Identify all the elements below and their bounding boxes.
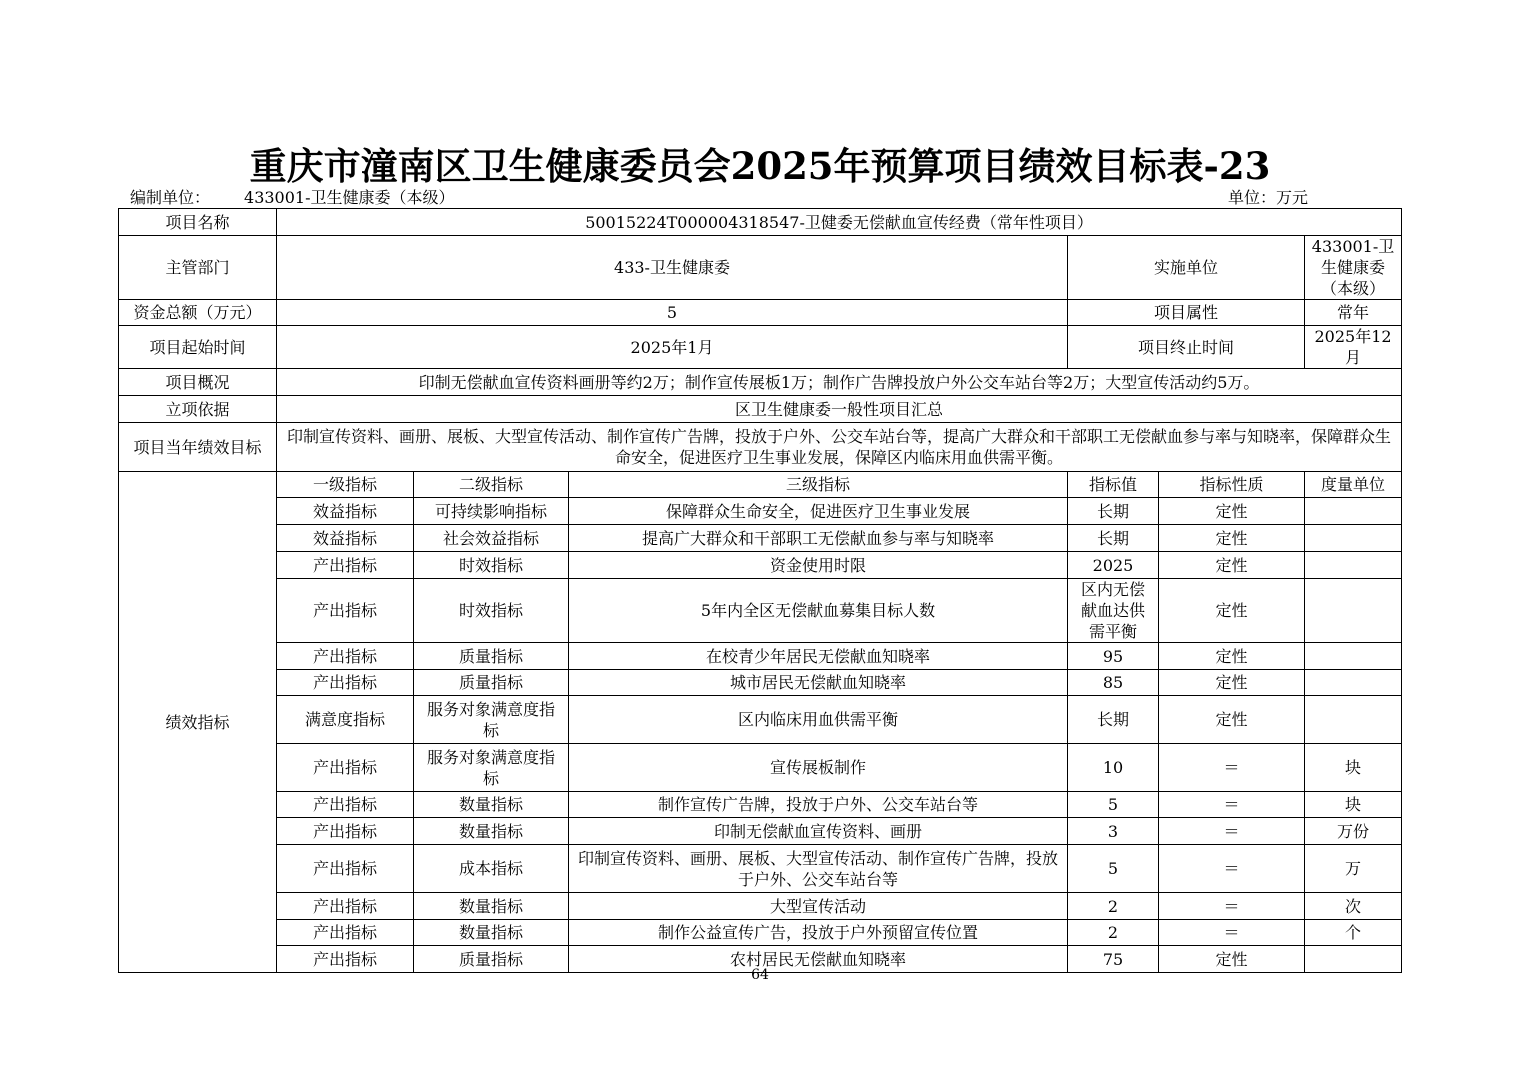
row-goal <box>119 423 1402 472</box>
cell-value: 5 <box>1068 792 1159 818</box>
cell-level2: 服务对象满意度指标 <box>414 696 569 744</box>
table-row <box>119 670 1402 696</box>
cell-level2: 数量指标 <box>414 792 569 818</box>
table-row <box>119 792 1402 818</box>
cell-unit: 个 <box>1305 920 1402 946</box>
cell-value: 95 <box>1068 643 1159 670</box>
cell-level3: 印制无偿献血宣传资料、画册 <box>569 818 1068 845</box>
cell-level2: 服务对象满意度指标 <box>414 744 569 792</box>
cell-value: 85 <box>1068 670 1159 696</box>
cell-level3: 提高广大群众和干部职工无偿献血参与率与知晓率 <box>569 525 1068 552</box>
cell-level2: 成本指标 <box>414 845 569 893</box>
header-unit: 度量单位 <box>1305 472 1402 498</box>
goal-value: 印制宣传资料、画册、展板、大型宣传活动、制作宣传广告牌，投放于户外、公交车站台等，提高广大群众和干部职工无偿献血参与率与知晓率，保障群众生命安全，促进医疗卫生事业发展，保障区内临床用血供需平衡。 <box>277 423 1402 472</box>
impl-label: 实施单位 <box>1068 236 1305 300</box>
cell-level3: 5年内全区无偿献血募集目标人数 <box>569 579 1068 643</box>
cell-value: 10 <box>1068 744 1159 792</box>
table-row <box>119 579 1402 643</box>
cell-level2: 数量指标 <box>414 818 569 845</box>
cell-level1: 产出指标 <box>277 920 414 946</box>
cell-level1: 满意度指标 <box>277 696 414 744</box>
overview-label: 项目概况 <box>119 369 277 396</box>
cell-level2: 数量指标 <box>414 893 569 920</box>
cell-level1: 产出指标 <box>277 818 414 845</box>
cell-level1: 产出指标 <box>277 946 414 973</box>
cell-level1: 产出指标 <box>277 643 414 670</box>
cell-unit <box>1305 579 1402 643</box>
cell-level3: 大型宣传活动 <box>569 893 1068 920</box>
cell-level2: 质量指标 <box>414 643 569 670</box>
basis-value: 区卫生健康委一般性项目汇总 <box>277 396 1402 423</box>
perf-header-row <box>119 472 1402 498</box>
cell-unit <box>1305 670 1402 696</box>
cell-value: 5 <box>1068 845 1159 893</box>
start-value: 2025年1月 <box>277 326 1068 369</box>
cell-nature: 定性 <box>1159 498 1305 525</box>
cell-level1: 产出指标 <box>277 744 414 792</box>
cell-level1: 产出指标 <box>277 552 414 579</box>
cell-nature: 定性 <box>1159 579 1305 643</box>
funds-label: 资金总额（万元） <box>119 300 277 326</box>
cell-unit: 万 <box>1305 845 1402 893</box>
table-row <box>119 845 1402 893</box>
cell-value: 区内无偿献血达供需平衡 <box>1068 579 1159 643</box>
impl-value: 433001-卫生健康委（本级） <box>1305 236 1402 300</box>
project-name-value: 50015224T000004318547-卫健委无偿献血宣传经费（常年性项目） <box>277 209 1402 236</box>
end-value: 2025年12月 <box>1305 326 1402 369</box>
cell-level1: 产出指标 <box>277 670 414 696</box>
cell-level2: 质量指标 <box>414 946 569 973</box>
cell-level3: 在校青少年居民无偿献血知晓率 <box>569 643 1068 670</box>
cell-unit: 块 <box>1305 792 1402 818</box>
cell-level3: 宣传展板制作 <box>569 744 1068 792</box>
start-label: 项目起始时间 <box>119 326 277 369</box>
cell-level2: 可持续影响指标 <box>414 498 569 525</box>
cell-unit <box>1305 498 1402 525</box>
cell-value: 3 <box>1068 818 1159 845</box>
cell-level3: 资金使用时限 <box>569 552 1068 579</box>
org-value: 433001-卫生健康委（本级） <box>244 188 455 207</box>
cell-unit: 次 <box>1305 893 1402 920</box>
header-level3: 三级指标 <box>569 472 1068 498</box>
header-nature: 指标性质 <box>1159 472 1305 498</box>
cell-value: 2 <box>1068 920 1159 946</box>
cell-nature: 定性 <box>1159 946 1305 973</box>
perf-label: 绩效指标 <box>119 472 277 973</box>
cell-level2: 质量指标 <box>414 670 569 696</box>
table-row <box>119 893 1402 920</box>
cell-level2: 数量指标 <box>414 920 569 946</box>
cell-unit <box>1305 552 1402 579</box>
performance-table <box>118 208 1402 973</box>
cell-unit <box>1305 525 1402 552</box>
cell-nature: ＝ <box>1159 845 1305 893</box>
cell-nature: 定性 <box>1159 552 1305 579</box>
table-row <box>119 498 1402 525</box>
cell-level1: 产出指标 <box>277 792 414 818</box>
attr-value: 常年 <box>1305 300 1402 326</box>
cell-level1: 效益指标 <box>277 498 414 525</box>
funds-value: 5 <box>277 300 1068 326</box>
cell-unit: 万份 <box>1305 818 1402 845</box>
cell-unit <box>1305 696 1402 744</box>
row-time <box>119 326 1402 369</box>
cell-nature: ＝ <box>1159 792 1305 818</box>
cell-value: 长期 <box>1068 696 1159 744</box>
cell-level3: 保障群众生命安全，促进医疗卫生事业发展 <box>569 498 1068 525</box>
cell-nature: ＝ <box>1159 920 1305 946</box>
cell-unit <box>1305 643 1402 670</box>
row-project-name <box>119 209 1402 236</box>
table-row <box>119 696 1402 744</box>
cell-nature: ＝ <box>1159 893 1305 920</box>
cell-level2: 时效指标 <box>414 579 569 643</box>
end-label: 项目终止时间 <box>1068 326 1305 369</box>
cell-nature: 定性 <box>1159 525 1305 552</box>
row-overview <box>119 369 1402 396</box>
unit-label: 单位：万元 <box>1228 188 1309 207</box>
table-row <box>119 643 1402 670</box>
table-row <box>119 552 1402 579</box>
page-title: 重庆市潼南区卫生健康委员会2025年预算项目绩效目标表-23 <box>249 144 1271 188</box>
dept-value: 433-卫生健康委 <box>277 236 1068 300</box>
org-line <box>130 185 455 208</box>
table-row <box>119 744 1402 792</box>
project-name-label: 项目名称 <box>119 209 277 236</box>
cell-level3: 城市居民无偿献血知晓率 <box>569 670 1068 696</box>
cell-value: 长期 <box>1068 498 1159 525</box>
cell-level1: 效益指标 <box>277 525 414 552</box>
cell-level3: 制作公益宣传广告，投放于户外预留宣传位置 <box>569 920 1068 946</box>
cell-nature: ＝ <box>1159 744 1305 792</box>
header-value: 指标值 <box>1068 472 1159 498</box>
attr-label: 项目属性 <box>1068 300 1305 326</box>
cell-nature: 定性 <box>1159 696 1305 744</box>
cell-level1: 产出指标 <box>277 845 414 893</box>
cell-level3: 农村居民无偿献血知晓率 <box>569 946 1068 973</box>
row-basis <box>119 396 1402 423</box>
table-row <box>119 920 1402 946</box>
cell-level1: 产出指标 <box>277 579 414 643</box>
header-level1: 一级指标 <box>277 472 414 498</box>
row-funds <box>119 300 1402 326</box>
page-number: 64 <box>751 967 769 983</box>
cell-unit: 块 <box>1305 744 1402 792</box>
cell-nature: 定性 <box>1159 670 1305 696</box>
cell-level1: 产出指标 <box>277 893 414 920</box>
cell-value: 2025 <box>1068 552 1159 579</box>
basis-label: 立项依据 <box>119 396 277 423</box>
cell-value: 2 <box>1068 893 1159 920</box>
row-dept <box>119 236 1402 300</box>
org-label: 编制单位： <box>130 188 211 207</box>
overview-value: 印制无偿献血宣传资料画册等约2万；制作宣传展板1万；制作广告牌投放户外公交车站台等2万；大型宣传活动约5万。 <box>277 369 1402 396</box>
cell-level2: 时效指标 <box>414 552 569 579</box>
header-level2: 二级指标 <box>414 472 569 498</box>
cell-level3: 印制宣传资料、画册、展板、大型宣传活动、制作宣传广告牌，投放于户外、公交车站台等 <box>569 845 1068 893</box>
goal-label: 项目当年绩效目标 <box>119 423 277 472</box>
table-row <box>119 818 1402 845</box>
table-row <box>119 525 1402 552</box>
cell-level3: 制作宣传广告牌，投放于户外、公交车站台等 <box>569 792 1068 818</box>
cell-level2: 社会效益指标 <box>414 525 569 552</box>
cell-value: 长期 <box>1068 525 1159 552</box>
cell-nature: 定性 <box>1159 643 1305 670</box>
cell-nature: ＝ <box>1159 818 1305 845</box>
cell-level3: 区内临床用血供需平衡 <box>569 696 1068 744</box>
dept-label: 主管部门 <box>119 236 277 300</box>
cell-value: 75 <box>1068 946 1159 973</box>
